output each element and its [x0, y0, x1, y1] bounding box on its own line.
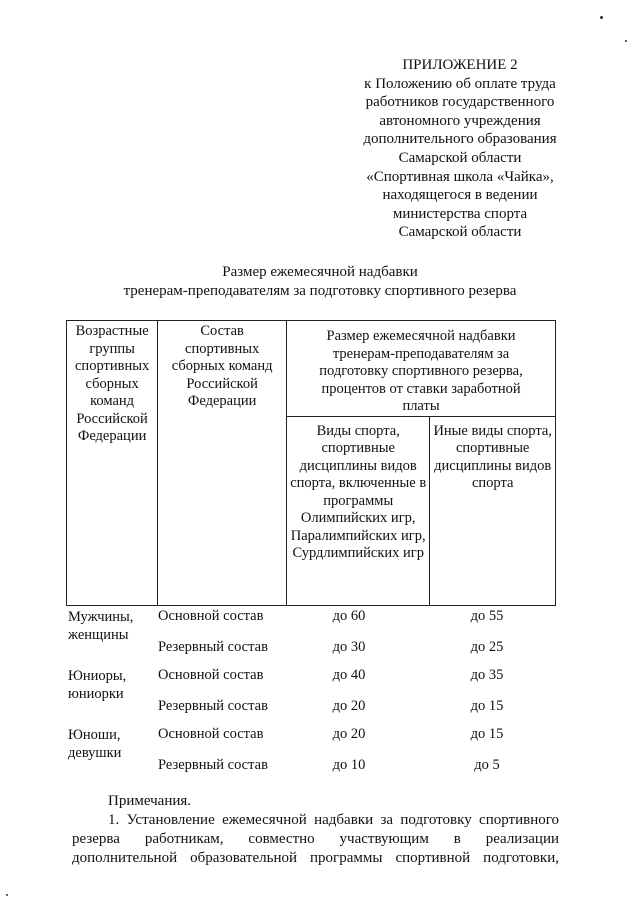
olympic-value: до 20 [332, 698, 366, 714]
table-row [66, 606, 566, 643]
olympic-value: до 30 [332, 639, 366, 655]
other-value: до 15 [470, 698, 504, 714]
header-olympic: Виды спорта, спортивные дисциплины видов спорта, включенные в программы Олимпийских игр, Паралимпийских игр, Сурдлимпийских игр [287, 416, 430, 605]
appendix-line: министерства спорта [392, 205, 528, 222]
title-line-1: Размер ежемесячной надбавки [222, 264, 418, 280]
composition-cell: Основной состав [158, 726, 264, 742]
other-value: до 5 [474, 757, 500, 773]
notes-line: дополнительной образовательной программы спортивной подготовки, [72, 850, 559, 866]
scan-speck [600, 16, 603, 19]
olympic-value: до 40 [332, 667, 366, 683]
composition-cell: Основной состав [158, 667, 264, 683]
title-line-2: тренерам-преподавателям за подготовку спортивного резерва [123, 283, 517, 299]
appendix-line: ПРИЛОЖЕНИЕ 2 [402, 57, 518, 73]
allowance-table-body [66, 606, 566, 783]
other-value: до 15 [470, 726, 504, 742]
appendix-header [340, 56, 580, 242]
table-row [66, 696, 566, 724]
notes-heading: Примечания. [108, 793, 192, 809]
appendix-line: работников государственного [365, 94, 555, 111]
allowance-table-header [66, 320, 556, 606]
header-age-groups: Возрастные группы спортивных сборных команд Российской Федерации [67, 321, 158, 606]
group-name: Юноши, девушки [68, 727, 122, 761]
composition-cell: Резервный состав [158, 757, 268, 773]
table-row [66, 755, 566, 783]
other-value: до 35 [470, 667, 504, 683]
appendix-line: дополнительного образования [363, 131, 557, 148]
other-value: до 25 [470, 639, 504, 655]
appendix-line: автономного учреждения [379, 112, 541, 129]
other-value: до 55 [470, 608, 504, 624]
olympic-value: до 60 [332, 608, 366, 624]
olympic-value: до 20 [332, 726, 366, 742]
appendix-line: к Положению об оплате труда [364, 75, 556, 92]
appendix-line: Самарской области [398, 149, 522, 166]
table-row [66, 724, 566, 761]
composition-cell: Резервный состав [158, 639, 268, 655]
header-other: Иные виды спорта, спортивные дисциплины видов спорта [430, 416, 556, 605]
header-composition: Состав спортивных сборных команд Российской Федерации [158, 321, 287, 606]
table-row [66, 637, 566, 665]
appendix-line: «Спортивная школа «Чайка», [366, 168, 554, 185]
page-title [60, 263, 580, 301]
scan-speck [6, 894, 8, 896]
header-size: Размер ежемесячной надбавки тренерам-преподавателям за подготовку спортивного резерва, процентов от ставки заработной платы [287, 321, 556, 417]
composition-cell: Основной состав [158, 608, 264, 624]
olympic-value: до 10 [332, 757, 366, 773]
table-row [66, 665, 566, 702]
notes-section [72, 792, 559, 868]
appendix-line: находящегося в ведении [382, 187, 538, 204]
appendix-line: Самарской области [398, 224, 522, 241]
group-name: Мужчины, женщины [68, 609, 134, 643]
notes-line: резерва работникам, совместно участвующим в реализации [72, 831, 559, 847]
notes-line: 1. Установление ежемесячной надбавки за подготовку спортивного [108, 812, 559, 828]
scan-speck [625, 40, 627, 42]
composition-cell: Резервный состав [158, 698, 268, 714]
group-name: Юниоры, юниорки [68, 668, 127, 702]
